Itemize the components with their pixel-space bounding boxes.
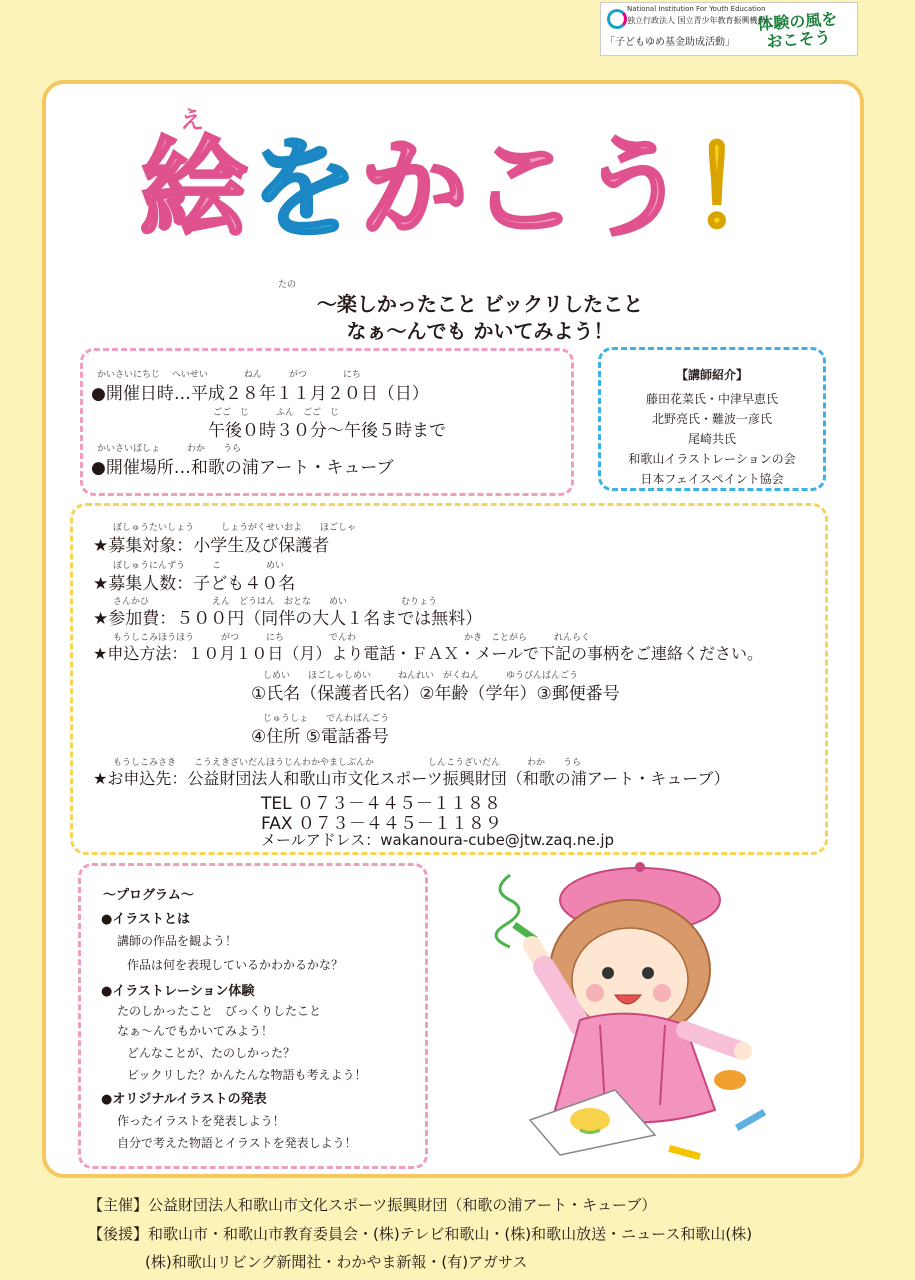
title-char-e: 絵 [140,127,251,252]
count-ruby: ぼしゅうにんずう こ めい [113,561,285,571]
time-ruby: ごご じ ふん ごご じ [213,408,340,418]
instructor-line: 北野亮氏・難波一彦氏 [651,412,772,426]
contact-tel: TEL ０７３－４４５－１１８８ [261,794,501,814]
required-items-1: ①氏名（保護者氏名）②年齢（学年）③郵便番号 [251,684,620,704]
host-organization: 【主催】公益財団法人和歌山市文化スポーツ振興財団（和歌の浦アート・キューブ） [88,1196,657,1214]
instructor-line: 和歌山イラストレーションの会 [628,452,796,466]
event-place: ●開催場所…和歌の浦アート・キューブ [91,458,394,478]
org-name-jp: 独立行政法人 国立青少年教育振興機構 [627,16,766,25]
program-section-1: ●イラストとは [101,912,190,927]
method-ruby: もうしこみほうほう がつ にち でんわ かき ことがら れんらく [113,633,591,643]
instructor-line: 藤田花菜氏・中津早恵氏 [645,392,778,406]
program-box [78,863,428,1169]
contact-fax: FAX ０７３－４４５－１１８９ [261,814,502,834]
supporters-line1: 【後援】和歌山市・和歌山市教育委員会・(株)テレビ和歌山・(株)和歌山放送・ニュース和歌山(株) [88,1225,753,1243]
blue-crayon-icon [735,1109,766,1131]
slogan-line2: おこそう [765,27,832,52]
subtitle-ruby: たの [278,280,297,290]
program-item: たのしかったこと びっくりしたこと [117,1004,322,1018]
title-exclamation: ！ [690,127,801,252]
event-details-box [80,348,574,496]
slogan [743,9,853,52]
girl-drawing-illustration [440,855,800,1165]
date-ruby: かいさいにちじ へいせい ねん がつ にち [97,370,361,380]
title-char-wo: を [250,127,361,252]
program-item: 作品は何を表現しているかわかるかな？ [127,958,344,972]
yellow-crayon-icon [668,1145,701,1160]
recruit-target: ★募集対象：小学生及び保護者 [93,536,330,556]
supporters-line2: (株)和歌山リビング新聞社・わかやま新報・(有)アガサス [145,1253,528,1271]
program-section-3: ●オリジナルイラストの発表 [101,1092,267,1107]
participation-fee: ★参加費：５００円（同伴の大人１名までは無料） [93,609,483,629]
sponsor-logo [600,2,858,56]
program-item: 自分で考えた物語とイラストを発表しよう！ [117,1136,357,1150]
recruitment-info-box [70,503,828,855]
program-item: 講師の作品を観よう！ [117,934,238,948]
application-destination: ★お申込先：公益財団法人和歌山市文化スポーツ振興財団（和歌の浦アート・キューブ） [93,769,730,788]
slogan-line1: 体験の風を [756,9,838,34]
org-name-en: National Institution For Youth Education [627,5,766,13]
program-item: 作ったイラストを発表しよう！ [117,1114,285,1128]
event-time: 午後０時３０分～午後５時まで [208,421,446,441]
program-item: どんなことが、たのしかった？ [127,1046,296,1060]
program-section-2: ●イラストレーション体験 [101,984,255,999]
recruit-count: ★募集人数：子ども４０名 [93,574,296,594]
squiggle-line [496,875,519,947]
subtitle-line1: ～楽しかったこと ビックリしたこと [316,292,644,316]
title-kakou: かこう [360,127,691,252]
activity-label: 「子どもゆめ基金助成活動」 [605,37,735,48]
instructor-line: 尾崎共氏 [687,432,736,446]
application-method: ★申込方法：１０月１０日（月）より電話・ＦＡＸ・メールで下記の事柄をご連絡ください。 [93,644,764,663]
required-items-2: ④住所 ⑤電話番号 [251,727,389,747]
contact-email: メールアドレス：wakanoura-cube@jtw.zaq.ne.jp [261,831,615,849]
page-title [140,127,801,252]
program-item: ビックリした？かんたんな物語も考えよう！ [127,1068,367,1082]
items2-ruby: じゅうしょ でんわばんごう [263,714,390,724]
place-ruby: かいさいばしょ わか うら [97,444,242,454]
subtitle-line2: なぁ～んでも かいてみよう！ [346,319,614,343]
instructors-heading: 【講師紹介】 [675,368,748,382]
apply-ruby: もうしこみさき こうえきざいだんほうじんわかやましぶんか しんこうざいだん わか うら [113,758,582,768]
fee-ruby: さんかひ えん どうはん おとな めい むりょう [113,597,438,607]
title-ruby: え [180,106,204,134]
program-heading: ～プログラム～ [103,888,194,903]
event-date: ●開催日時…平成２８年１１月２０日（日） [91,384,429,404]
items1-ruby: しめい ほごしゃしめい ねんれい がくねん ゆうびんばんごう [263,671,579,681]
program-item: なぁ～んでもかいてみよう！ [117,1024,274,1038]
instructor-line: 日本フェイスペイント協会 [640,472,784,486]
org-logo-icon [607,9,627,29]
instructors-box [598,347,826,491]
target-ruby: ぼしゅうたいしょう しょうがくせいおよ ほごしゃ [113,523,357,533]
